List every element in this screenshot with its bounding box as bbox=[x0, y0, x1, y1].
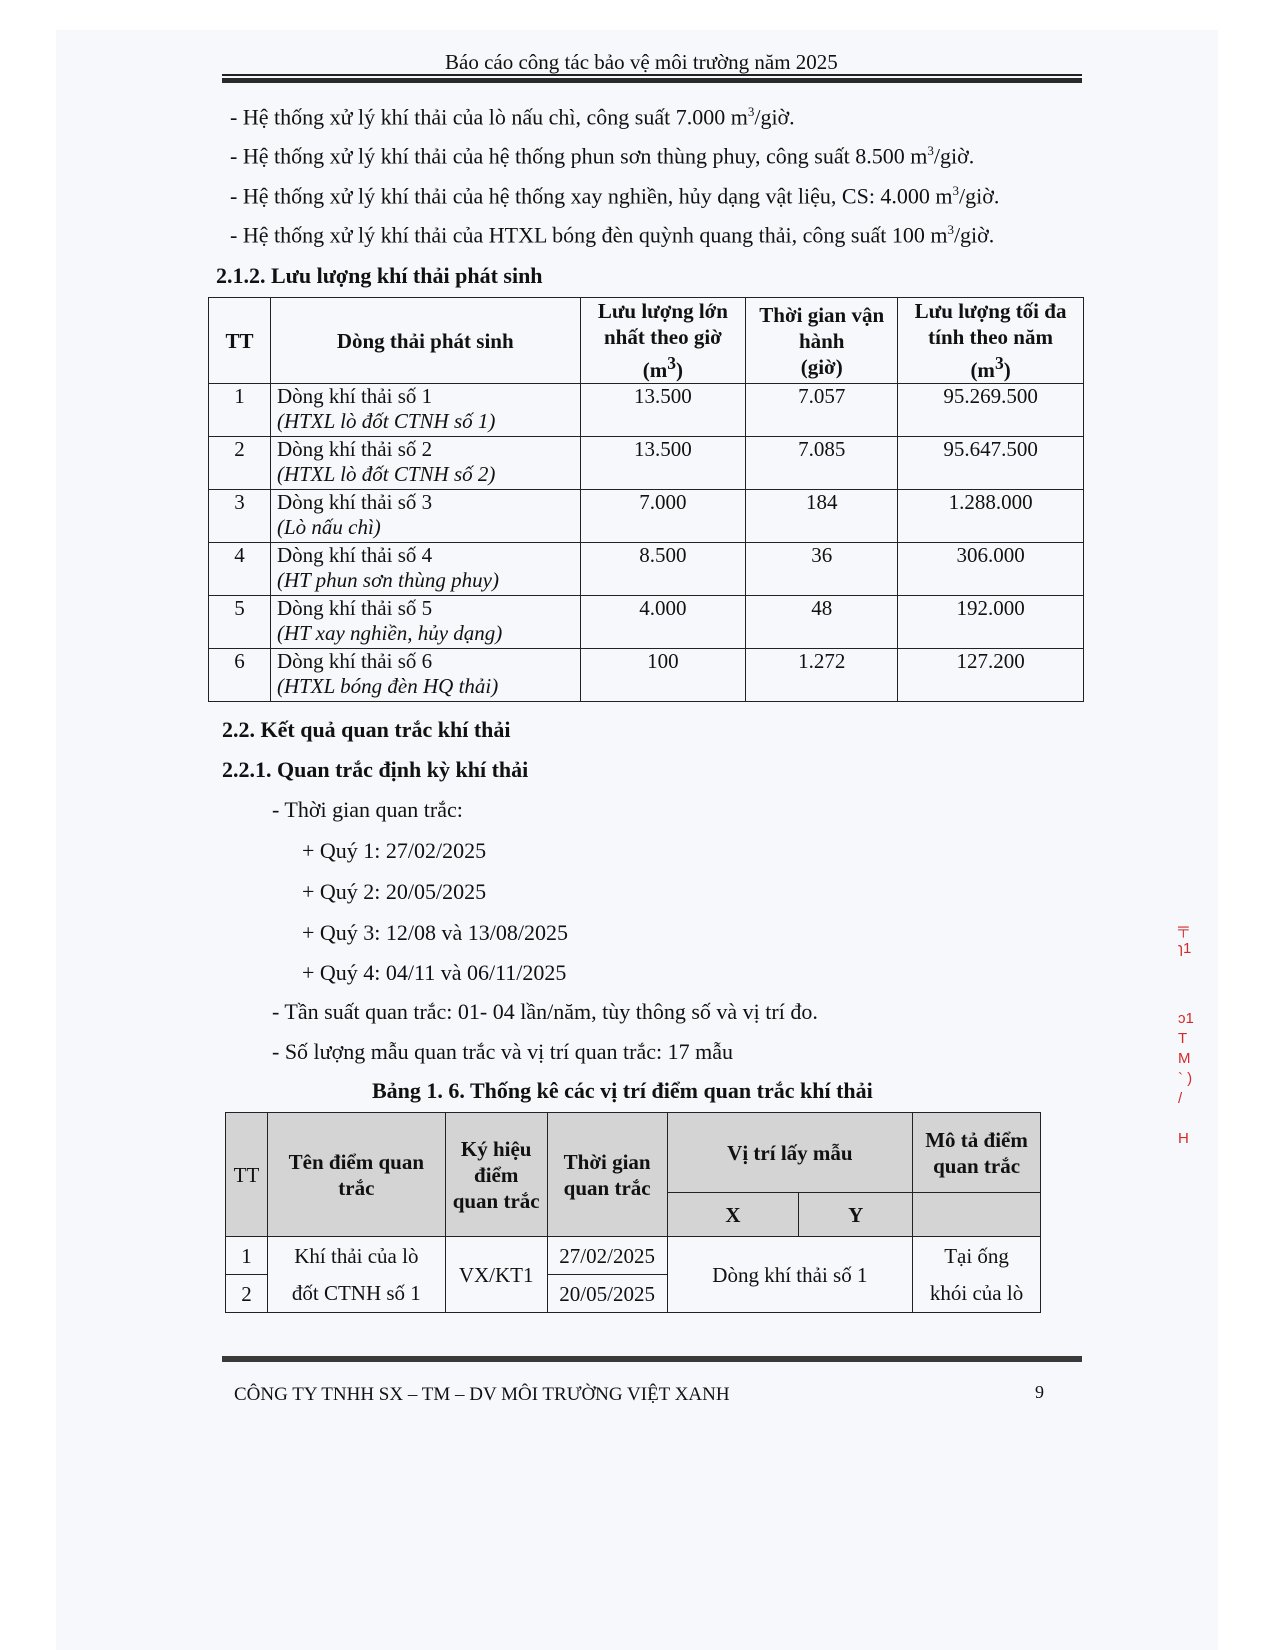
cell-annual: 95.647.500 bbox=[898, 437, 1084, 490]
cell-op-time: 184 bbox=[746, 490, 898, 543]
cell-tt: 2 bbox=[226, 1275, 268, 1313]
section-heading-2-1-2: 2.1.2. Lưu lượng khí thải phát sinh bbox=[216, 263, 543, 288]
cell-stream: Dòng khí thải số 2 (HTXL lò đốt CTNH số 2) bbox=[270, 437, 580, 490]
table-row bbox=[209, 490, 1084, 543]
header-rule-thick bbox=[222, 78, 1082, 83]
cell-tt: 1 bbox=[226, 1237, 268, 1275]
table-row bbox=[209, 543, 1084, 596]
intro-bullet: - Hệ thống xử lý khí thải của HTXL bóng đèn quỳnh quang thải, công suất 100 $m^3$/giờ. bbox=[230, 222, 995, 248]
table-row bbox=[209, 649, 1084, 702]
table-header-row bbox=[226, 1113, 1041, 1193]
cell-symbol: VX/KT1 bbox=[445, 1237, 547, 1313]
cell-tt: 3 bbox=[209, 490, 271, 543]
header-time: Thời gian quan trắc bbox=[547, 1113, 667, 1237]
stamp-fragment: T bbox=[1178, 1030, 1188, 1047]
cell-description: khói của lò bbox=[913, 1275, 1041, 1313]
cell-tt: 5 bbox=[209, 596, 271, 649]
cell-date: 27/02/2025 bbox=[547, 1237, 667, 1275]
cell-point-name: Khí thải của lò bbox=[267, 1237, 445, 1275]
sample-count: - Số lượng mẫu quan trắc và vị trí quan trắc: 17 mẫu bbox=[272, 1039, 733, 1064]
cell-max-flow: 13.500 bbox=[580, 384, 746, 437]
cell-annual: 127.200 bbox=[898, 649, 1084, 702]
cell-max-flow: 13.500 bbox=[580, 437, 746, 490]
intro-bullet: - Hệ thống xử lý khí thải của hệ thống phun sơn thùng phuy, công suất 8.500 $m^3$/giờ. bbox=[230, 143, 975, 169]
cell-date: 20/05/2025 bbox=[547, 1275, 667, 1313]
cell-tt: 2 bbox=[209, 437, 271, 490]
header-title: Báo cáo công tác bảo vệ môi trường năm 2025 bbox=[445, 50, 838, 74]
quarter-item: + Quý 1: 27/02/2025 bbox=[302, 838, 487, 863]
stamp-fragment: ╤ bbox=[1178, 920, 1189, 937]
header-annual: Lưu lượng tối đa tính theo năm $(m^3)$ bbox=[898, 298, 1084, 384]
cell-stream: Dòng khí thải số 3 (Lò nấu chì) bbox=[270, 490, 580, 543]
table-row bbox=[209, 384, 1084, 437]
cell-stream: Dòng khí thải số 6 (HTXL bóng đèn HQ thải) bbox=[270, 649, 580, 702]
footer-rule bbox=[222, 1356, 1082, 1362]
header-description-empty bbox=[913, 1193, 1041, 1237]
header-location: Vị trí lấy mẫu bbox=[667, 1113, 913, 1193]
cell-annual: 306.000 bbox=[898, 543, 1084, 596]
cell-tt: 4 bbox=[209, 543, 271, 596]
footer-company: CÔNG TY TNHH SX – TM – DV MÔI TRƯỜNG VIỆT XANH bbox=[234, 1384, 730, 1405]
header-tt: TT bbox=[226, 1113, 268, 1237]
header-tt: TT bbox=[209, 298, 271, 384]
header-max-flow: Lưu lượng lớn nhất theo giờ $(m^3)$ bbox=[580, 298, 746, 384]
cell-max-flow: 7.000 bbox=[580, 490, 746, 543]
cell-tt: 1 bbox=[209, 384, 271, 437]
stamp-fragment: ɔ1 bbox=[1178, 1010, 1194, 1027]
stamp-fragment: ɿ1 bbox=[1178, 940, 1192, 957]
stamp-fragment: ` ) bbox=[1178, 1070, 1193, 1087]
cell-description: Tại ống bbox=[913, 1237, 1041, 1275]
cell-max-flow: 8.500 bbox=[580, 543, 746, 596]
cell-stream: Dòng khí thải số 4 (HT phun sơn thùng phuy) bbox=[270, 543, 580, 596]
section-heading-2-2: 2.2. Kết quả quan trắc khí thải bbox=[222, 717, 511, 742]
cell-annual: 95.269.500 bbox=[898, 384, 1084, 437]
header-op-time: Thời gian vận hành (giờ) bbox=[746, 298, 898, 384]
table-row bbox=[226, 1237, 1041, 1275]
cell-annual: 192.000 bbox=[898, 596, 1084, 649]
monitoring-frequency: - Tần suất quan trắc: 01- 04 lần/năm, tùy thông số và vị trí đo. bbox=[272, 999, 818, 1024]
table-row bbox=[226, 1275, 1041, 1313]
monitoring-points-table bbox=[225, 1112, 1041, 1313]
intro-bullet: - Hệ thống xử lý khí thải của hệ thống xay nghiền, hủy dạng vật liệu, CS: 4.000 $m^3$/giờ. bbox=[230, 183, 1000, 209]
cell-stream: Dòng khí thải số 5 (HT xay nghiền, hủy dạng) bbox=[270, 596, 580, 649]
stamp-fragment: / bbox=[1178, 1090, 1183, 1107]
cell-op-time: 1.272 bbox=[746, 649, 898, 702]
page-number: 9 bbox=[1035, 1382, 1044, 1402]
cell-op-time: 48 bbox=[746, 596, 898, 649]
monitoring-time-label: - Thời gian quan trắc: bbox=[272, 797, 463, 822]
cell-max-flow: 100 bbox=[580, 649, 746, 702]
section-heading-2-2-1: 2.2.1. Quan trắc định kỳ khí thải bbox=[222, 757, 529, 782]
cell-stream: Dòng khí thải số 1 (HTXL lò đốt CTNH số 1) bbox=[270, 384, 580, 437]
cell-point-name: đốt CTNH số 1 bbox=[267, 1275, 445, 1313]
cell-tt: 6 bbox=[209, 649, 271, 702]
header-point-name: Tên điểm quan trắc bbox=[267, 1113, 445, 1237]
table-caption: Bảng 1. 6. Thống kê các vị trí điểm quan trắc khí thải bbox=[372, 1078, 873, 1103]
header-y: Y bbox=[799, 1193, 913, 1237]
quarter-item: + Quý 4: 04/11 và 06/11/2025 bbox=[302, 960, 567, 985]
stamp-fragment: M bbox=[1178, 1050, 1191, 1067]
quarter-item: + Quý 3: 12/08 và 13/08/2025 bbox=[302, 920, 569, 945]
cell-op-time: 36 bbox=[746, 543, 898, 596]
cell-op-time: 7.057 bbox=[746, 384, 898, 437]
header-description: Mô tả điểm quan trắc bbox=[913, 1113, 1041, 1193]
quarter-item: + Quý 2: 20/05/2025 bbox=[302, 879, 487, 904]
stamp-fragment: H bbox=[1178, 1130, 1189, 1147]
header-x: X bbox=[667, 1193, 799, 1237]
cell-location: Dòng khí thải số 1 bbox=[667, 1237, 913, 1313]
emission-flow-table bbox=[208, 297, 1084, 702]
header-stream: Dòng thải phát sinh bbox=[270, 298, 580, 384]
header-symbol: Ký hiệu điểm quan trắc bbox=[445, 1113, 547, 1237]
cell-max-flow: 4.000 bbox=[580, 596, 746, 649]
table-header-row bbox=[209, 298, 1084, 384]
table-row bbox=[209, 437, 1084, 490]
cell-annual: 1.288.000 bbox=[898, 490, 1084, 543]
header-rule-thin bbox=[222, 74, 1082, 76]
table-row bbox=[209, 596, 1084, 649]
intro-bullet: - Hệ thống xử lý khí thải của lò nấu chì, công suất 7.000 $m^3$/giờ. bbox=[230, 104, 795, 130]
cell-op-time: 7.085 bbox=[746, 437, 898, 490]
